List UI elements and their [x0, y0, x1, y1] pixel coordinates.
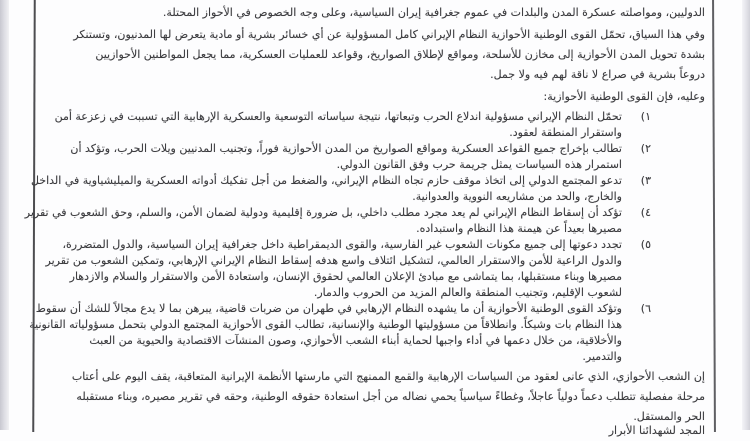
text-line: استمرار هذه السياسات يمثل جريمة حرب وفق القانون الدولي.	[336, 158, 622, 171]
text-line: وتؤكد القوى الوطنية الأحوازية أن ما يشهده النظام الإرهابي في طهران من ضربات قاضية، يبرهن بما لا يدع مجالاً للشك أن سقوط	[35, 302, 622, 315]
text-line: والدول الراعية للأمن والاستقرار العالمي، لتشكيل ائتلاف واسع هدفه إسقاط النظام الإيراني الإرهابي، وتمكين الشعوب من تقرير	[45, 254, 622, 267]
numbered-item	[30, 173, 651, 205]
photo-edge-left	[0, 0, 9, 430]
numbered-item	[40, 109, 651, 141]
text-line: الحر والمستقل.	[633, 410, 705, 423]
text-line: تجدد دعوتها إلى جميع مكونات الشعوب غير الفارسية، والقوى الديمقراطية داخل جغرافية إيران السياسية، والدول المتضررة،	[62, 238, 622, 251]
text-line: تحمّل النظام الإيراني مسؤولية اندلاع الحرب وتبعاتها، نتيجة سياساته التوسعية والعسكرية الإرهابية التي تسببت في زعزعة أمن	[54, 110, 622, 123]
text-line: مصيرها وبناء مستقبلها، بما يتماشى مع مبادئ الإعلان العالمي لحقوق الإنسان، واستعادة الأمن والاستقرار والسلام والازدهار	[69, 270, 622, 283]
text-line: والأخلاقية، من خلال دعمها في أداء واجبها لحماية أبناء الشعب الأحوازي، وصون المنشآت الاقتصادية والحيوية من العبث	[89, 334, 622, 347]
photo-edge-right	[742, 0, 750, 430]
numbered-item	[40, 237, 651, 301]
intro-section	[40, 3, 705, 107]
numbered-list	[24, 109, 705, 365]
item-number: ٥)	[640, 238, 651, 251]
text-line: واستقرار المنطقة لعقود.	[509, 126, 622, 139]
numbered-item	[29, 301, 651, 365]
closing-salute	[40, 421, 705, 441]
text-line: تطالب بإخراج جميع القواعد العسكرية ومواقع الصواريخ من المدن الأحوازية فوراً، وتجنيب المدنيين ويلات الحرب، وتؤكد أن	[70, 142, 622, 155]
item-text	[40, 141, 622, 173]
text-line: بشدة تحويل المدن الأحوازية إلى مخازن للأسلحة، ومواقع لإطلاق الصواريخ، وقواعد للعمليات العسكرية، مما يجعل المواطنين الأحوازيين	[95, 48, 705, 61]
text-line: وفي هذا السياق، تحمّل القوى الوطنية الأحوازية النظام الإيراني كامل المسؤولية عن أي خسائر بشرية أو مادية يتعرض لها المدنيون، وتستنكر	[73, 28, 705, 41]
text-line: مصيرها بعيداً عن هيمنة هذا النظام واستبداده.	[416, 222, 622, 235]
text-line: مرحلة مفصلية تتطلب دعماً دولياً عاجلاً، وغطاءً سياسياً يحمي نضاله من أجل استعادة حقوقه الوطنية، وحقه في تقرير مصيره، وبناء مستقبله	[76, 390, 705, 403]
text-line: دروعاً بشرية في صراع لا ناقة لهم فيه ولا جمل.	[490, 68, 705, 81]
text-line: تؤكد أن إسقاط النظام الإيراني لم يعد مجرد مطلب داخلي، بل ضرورة إقليمية ودولية لضمان الأمن، والسلم، وحق الشعوب في تقرير	[24, 206, 622, 219]
text-line: الدوليين، ومواصلته عسكرة المدن والبلدات في عموم جغرافية إيران السياسية، وعلى وجه الخصوص في الأحواز المحتلة.	[162, 6, 705, 19]
numbered-item	[40, 141, 651, 173]
text-line: المجد لشهدائنا الأبرار	[608, 424, 705, 437]
page-border-right	[712, 0, 716, 432]
paragraph	[40, 87, 705, 107]
item-number: ٦)	[640, 302, 651, 315]
text-line: لشعوب الإقليم، وتجنيب المنطقة والعالم المزيد من الحروب والدمار.	[313, 286, 622, 299]
item-number: ١)	[640, 110, 651, 123]
paragraph	[40, 25, 705, 85]
item-number: ٢)	[640, 142, 651, 155]
item-number: ٤)	[640, 206, 651, 219]
item-text	[29, 301, 622, 365]
document-body	[24, 3, 705, 441]
text-line: هذا النظام بات وشيكاً. وانطلاقاً من مسؤوليتها الوطنية والإنسانية، تطالب القوى الأحوازية المجتمع الدولي بتحمل مسؤولياته القانونية	[29, 318, 622, 331]
text-line: والخارج، والحد من مشاريعه النووية والعدوانية.	[412, 190, 622, 203]
numbered-item	[24, 205, 651, 237]
closing-paragraph	[40, 367, 705, 427]
item-text	[40, 109, 622, 141]
item-text	[30, 173, 622, 205]
text-line: تدعو المجتمع الدولي إلى اتخاذ موقف حازم تجاه النظام الإيراني، والضغط من أجل تفكيك أدواته العسكرية والميليشياوية في الداخل	[30, 174, 622, 187]
item-text	[24, 205, 622, 237]
paragraph	[40, 3, 705, 23]
text-line: والتدمير.	[582, 350, 622, 363]
item-number: ٣)	[640, 174, 651, 187]
text-line: وعليه، فإن القوى الوطنية الأحوازية:	[543, 90, 705, 103]
text-line: إن الشعب الأحوازي، الذي عانى لعقود من السياسات الإرهابية والقمع الممنهج التي مارستها الأنظمة الإيرانية المتعاقبة، يقف اليوم على أعتاب	[71, 370, 705, 383]
item-text	[40, 237, 622, 301]
